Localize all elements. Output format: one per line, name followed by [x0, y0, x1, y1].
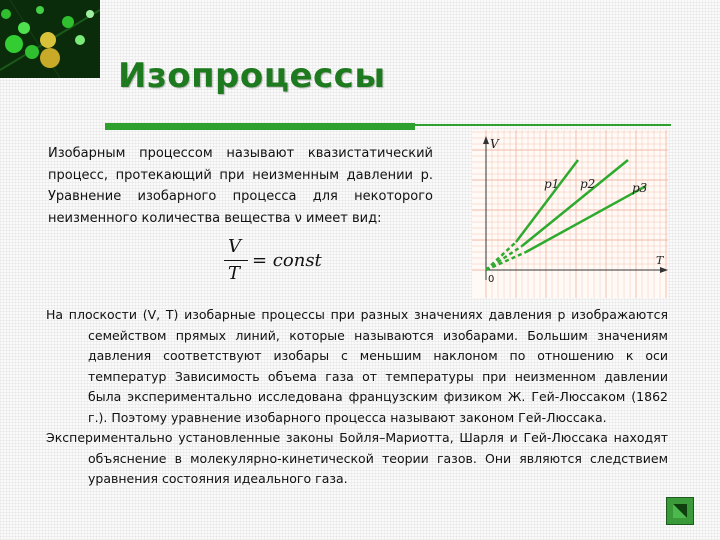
- origin-label: 0: [488, 274, 495, 285]
- formula-numerator: V: [228, 236, 241, 257]
- formula-rhs: = const: [252, 250, 322, 271]
- isobaric-formula: [222, 236, 322, 290]
- title-underline-thick: [105, 123, 415, 130]
- paragraph-isobars: На плоскости (V, T) изобарные процессы при разных значениях давления р изображаются семейством прямых линий, которые называются изобарами. Большим значениям давления соответствуют изобары с меньшим наклоном по отношению к оси температур Зависимость объема газа от температуры при неизменном давлении была экспериментально исследована французским физиком Ж. Гей-Люссаком (1862 г.). Поэтому уравнение изобарного процесса называют законом Гей-Люссака.: [46, 307, 668, 425]
- molecule-decoration-image: [0, 0, 100, 78]
- back-nav-button[interactable]: [666, 497, 694, 525]
- body-text: [46, 305, 668, 490]
- back-arrow-icon: [667, 498, 693, 524]
- isobar-label-p1: p1: [544, 177, 560, 191]
- formula-fraction-bar: [224, 260, 248, 261]
- paragraph-gas-laws: Экспериментально установленные законы Бойля–Мариотта, Шарля и Гей-Люссака находят объяснение в молекулярно-кинетической теории газов. Они являются следствием уравнения состояния идеального газа.: [46, 430, 668, 486]
- isobar-label-p2: p2: [580, 177, 596, 191]
- isobar-graph: [472, 130, 668, 298]
- intro-paragraph: Изобарным процессом называют квазистатический процесс, протекающий при неизменным давлении р. Уравнение изобарного процесса для некоторого неизменного количества вещества ν имеет вид:: [48, 146, 433, 226]
- x-axis-label: T: [656, 254, 664, 267]
- isobar-label-p3: p3: [632, 181, 648, 195]
- title-underline-thin: [415, 124, 671, 126]
- page-title: Изопроцессы: [118, 56, 386, 96]
- y-axis-label: V: [490, 137, 499, 151]
- formula-denominator: T: [228, 263, 241, 284]
